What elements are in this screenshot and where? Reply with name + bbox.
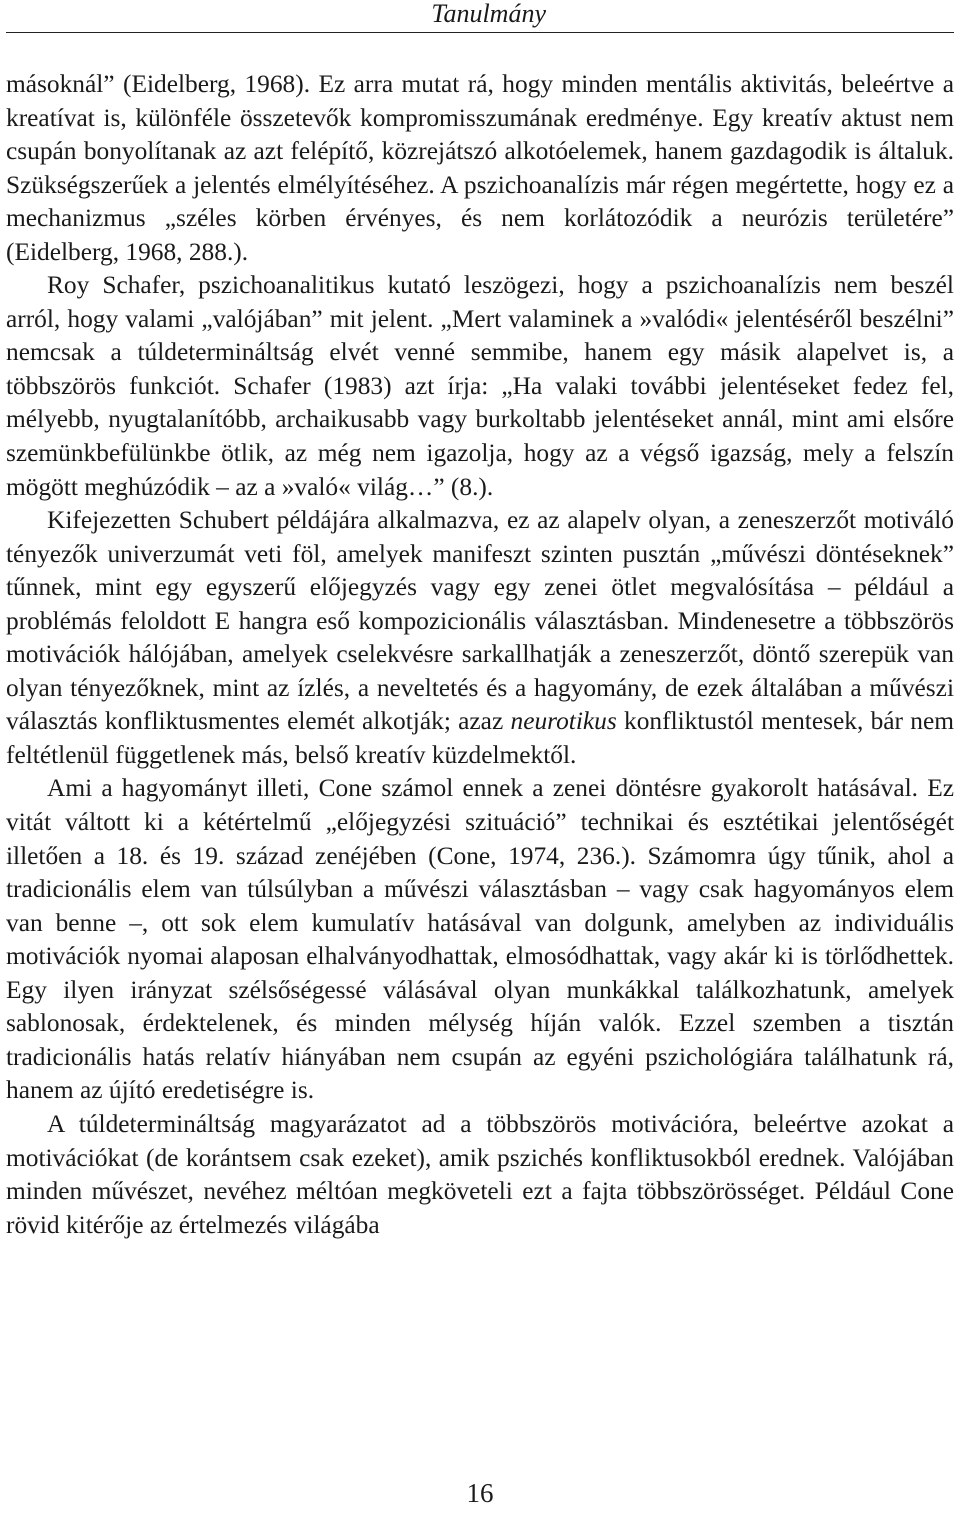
paragraph-4: Ami a hagyományt illeti, Cone számol ennek a zenei döntésre gyakorolt hatásával. Ez vitát váltott ki a kétértelmű „előjegyzési szituáció” technikai és esztétikai jelentőségét illetően a 18. és 19. század zenéjében (Cone, 1974, 236.). Számomra úgy tűnik, ahol a tradicionális elem van túlsúlyban a művészi választásban – vagy csak hagyományos elem van benne –, ott sok elem kumulatív hatásával van dolgunk, amelyben az individuális motivációk nyomai alaposan elhalványodhattak, elmosódhattak, vagy akár ki is törlődhettek. Egy ilyen irányzat szélsőségessé válásával olyan munkákkal találkozhatunk, amelyek sablonosak, érdektelenek, és minden mélység híján valók. Ezzel szemben a tisztán tradicionális hatás relatív hiányában nem csupán az egyéni pszichológiára találhatunk rá, hanem az újító eredetiségre is. <box>6 774 954 1105</box>
paragraph-3-emphasis: neurotikus <box>510 707 617 736</box>
paragraph-3 <box>6 504 954 772</box>
running-header <box>0 0 960 32</box>
paragraph-3-text-after: konfliktustól mentesek, bár nem feltétlenül függetlenek más, belső kreatív küzdelmektől. <box>6 707 954 769</box>
section-label: Tanulmány <box>431 0 546 28</box>
paragraph-2: Roy Schafer, pszichoanalitikus kutató leszögezi, hogy a pszichoanalízis nem beszél arról, hogy valami „valójában” mit jelent. „Mert valaminek a »valódi« jelentéséről beszélni” nemcsak a túldetermináltság elvét venné semmibe, hanem egy másik alapelvet is, a többszörös funkciót. Schafer (1983) azt írja: „Ha valaki további jelentéseket fedez fel, mélyebb, nyugtalanítóbb, archaikusabb vagy burkoltabb jelentéseket annál, mint ami elsőre szemünkbefülünkbe ötlik, az még nem igazolja, hogy az a végső igazság, mely a felszín mögött meghúzódik – az a »való« világ…” (8.). <box>6 271 954 501</box>
header-rule <box>6 32 954 33</box>
page-number: 16 <box>466 1478 494 1508</box>
paragraph-5: A túldetermináltság magyarázatot ad a többszörös motivációra, beleértve azokat a motivációkat (de korántsem csak ezeket), amik pszichés konfliktusokból erednek. Valójában minden művészet, nevéhez méltóan megköveteli ezt a fajta többszörösséget. Például Cone rövid kitérője az értelmezés világába <box>6 1109 954 1239</box>
article-body <box>6 68 954 1242</box>
paragraph-1: másoknál” (Eidelberg, 1968). Ez arra mutat rá, hogy minden mentális aktivitás, beleértve a kreatívat is, különféle összetevők kompromisszumának eredménye. Egy kreatív aktust nem csupán bonyolítanak az azt felépítő, közrejátszó alkotóelemek, hanem gazdagodik is általuk. Szükségszerűek a jelentés elmélyítéséhez. A pszichoanalízis már régen megértette, hogy ez a mechanizmus „széles körben érvényes, és nem korlátozódik a neurózis területére” (Eidelberg, 1968, 288.). <box>6 70 954 266</box>
paragraph-3-text-before: Kifejezetten Schubert példájára alkalmazva, ez az alapelv olyan, a zeneszerzőt motiváló tényezők univerzumát veti föl, amelyek manifeszt szinten pusztán „művészi döntéseknek” tűnnek, mint egy egyszerű előjegyzés vagy egy zenei ötlet megvalósítása – például a problémás feloldott E hangra eső kompozicionális választásban. Mindenesetre a többszörös motivációk hálójában, amelyek cselekvésre sarkallhatják a zeneszerzőt, döntő szerepük van olyan tényezőknek, mint az ízlés, a neveltetés és a hagyomány, de ezek általában a művészi választás konfliktusmentes elemét alkotják; azaz <box>6 506 954 736</box>
